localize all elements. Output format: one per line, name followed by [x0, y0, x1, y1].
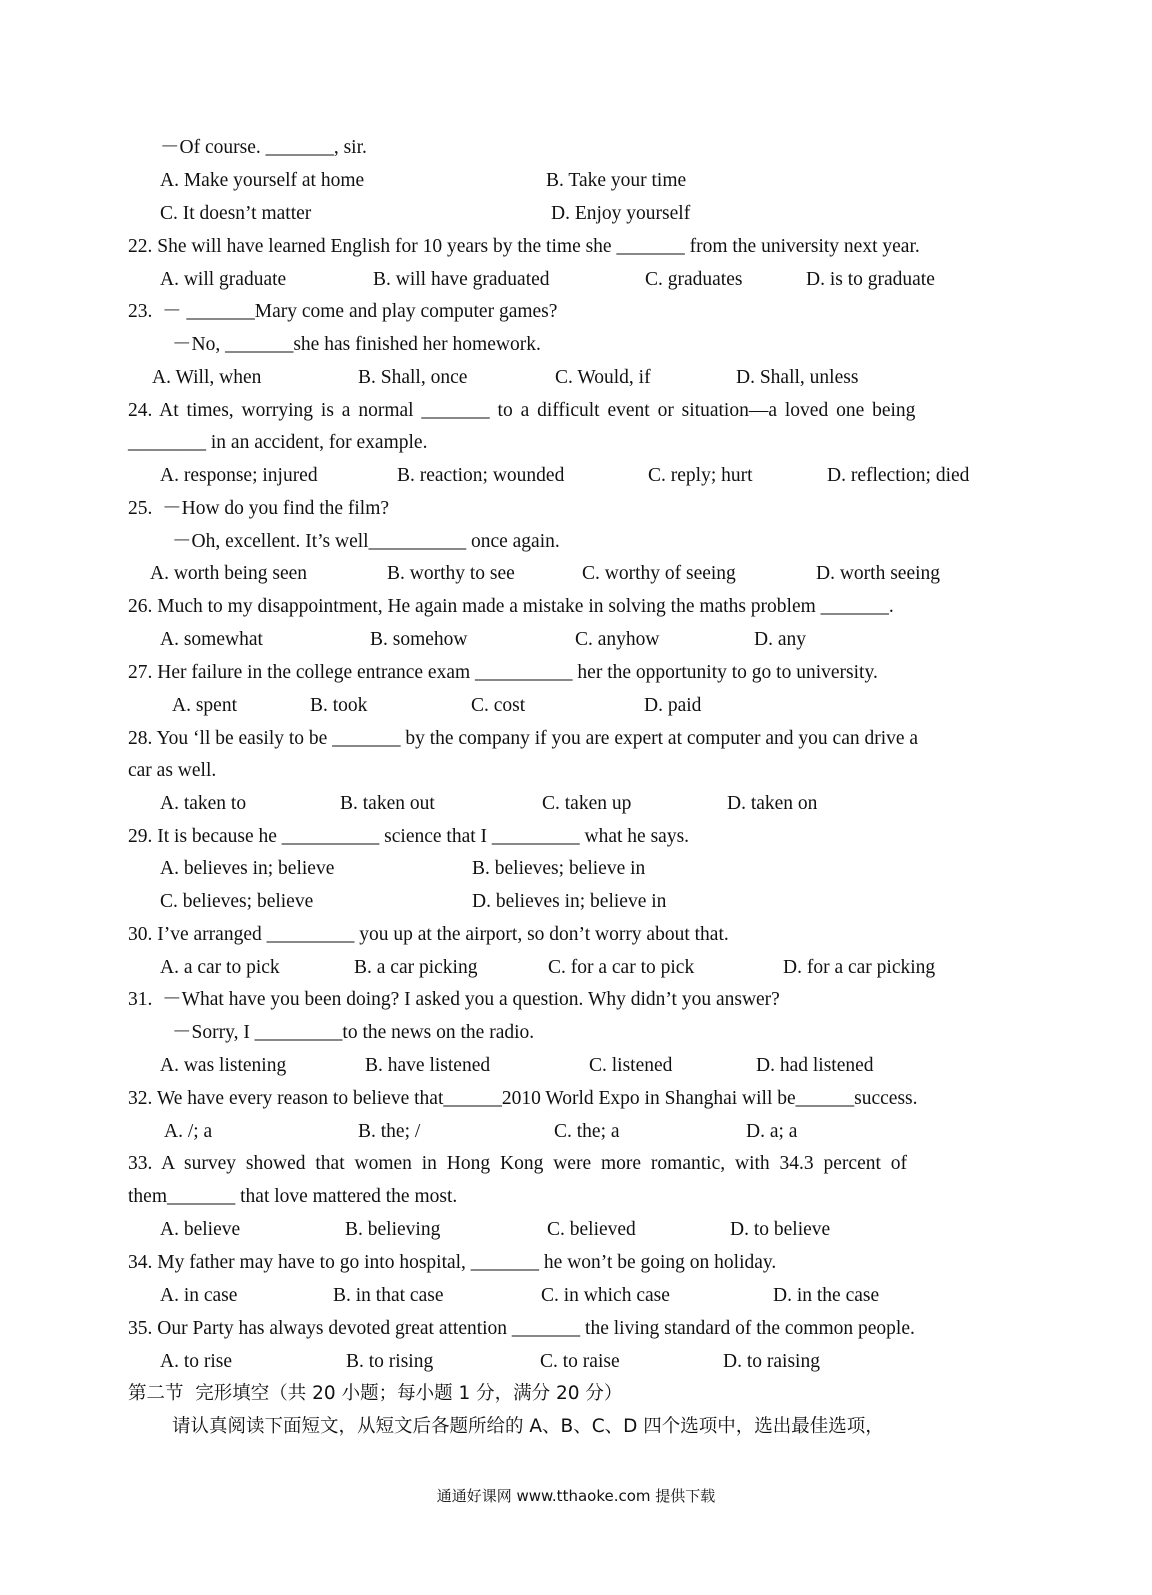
q31-option-b: B. have listened	[365, 1055, 491, 1076]
q29-option-a: A. believes in; believe	[160, 858, 335, 879]
q34-option-a: A. in case	[160, 1285, 238, 1306]
q29-stem: 29. It is because he __________ science that I _________ what he says.	[128, 826, 690, 847]
q29-option-b: B. believes; believe in	[472, 858, 646, 879]
q22-option-b: B. will have graduated	[373, 269, 550, 290]
section-heading: 第二节 完形填空（共 20 小题；每小题 1 分，满分 20 分）	[128, 1383, 623, 1404]
q33-stem: 33. A survey showed that women in Hong Kong were more romantic, with 34.3 percent of	[128, 1153, 908, 1174]
q22-stem: 22. She will have learned English for 10 years by the time she _______ from the university next year.	[128, 236, 920, 257]
q25-option-d: D. worth seeing	[816, 563, 941, 584]
q23-option-a: A. Will, when	[152, 367, 262, 388]
q24-option-a: A. response; injured	[160, 465, 318, 486]
q21-option-d: D. Enjoy yourself	[551, 203, 691, 224]
q22-option-a: A. will graduate	[160, 269, 287, 290]
q27-option-b: B. took	[310, 695, 368, 716]
q35-option-a: A. to rise	[160, 1351, 233, 1372]
q34-option-c: C. in which case	[541, 1285, 670, 1306]
q26-option-d: D. any	[754, 629, 806, 650]
q23-option-d: D. Shall, unless	[736, 367, 859, 388]
q26-option-b: B. somehow	[370, 629, 468, 650]
q31-response: －Sorry, I _________to the news on the radio.	[172, 1022, 535, 1043]
q27-option-a: A. spent	[172, 695, 237, 716]
q31-option-d: D. had listened	[756, 1055, 874, 1076]
q29-option-d: D. believes in; believe in	[472, 891, 667, 912]
q25-option-c: C. worthy of seeing	[582, 563, 736, 584]
q23-stem: 23. － _______Mary come and play computer games?	[128, 301, 558, 322]
q27-option-c: C. cost	[471, 695, 526, 716]
q29-option-c: C. believes; believe	[160, 891, 314, 912]
q25-option-b: B. worthy to see	[387, 563, 515, 584]
q21-option-a: A. Make yourself at home	[160, 170, 365, 191]
q35-option-c: C. to raise	[540, 1351, 620, 1372]
q28-stem-cont: car as well.	[128, 760, 217, 781]
section-instructions: 请认真阅读下面短文，从短文后各题所给的 A、B、C、D 四个选项中，选出最佳选项，	[172, 1416, 884, 1437]
q28-option-b: B. taken out	[340, 793, 435, 814]
q30-option-a: A. a car to pick	[160, 957, 280, 978]
q33-option-b: B. believing	[345, 1219, 441, 1240]
q30-stem: 30. I’ve arranged _________ you up at the airport, so don’t worry about that.	[128, 924, 729, 945]
q32-stem: 32. We have every reason to believe that______2010 World Expo in Shanghai will be______success.	[128, 1088, 918, 1109]
q25-response: －Oh, excellent. It’s well__________ once again.	[172, 531, 560, 552]
q33-stem-cont: them_______ that love mattered the most.	[128, 1186, 458, 1207]
q30-option-c: C. for a car to pick	[548, 957, 695, 978]
q35-option-d: D. to raising	[723, 1351, 820, 1372]
q32-option-d: D. a; a	[746, 1121, 798, 1142]
q30-option-d: D. for a car picking	[783, 957, 936, 978]
q35-stem: 35. Our Party has always devoted great attention _______ the living standard of the common people.	[128, 1318, 915, 1339]
q33-option-a: A. believe	[160, 1219, 241, 1240]
q27-option-d: D. paid	[644, 695, 702, 716]
q33-option-d: D. to believe	[730, 1219, 831, 1240]
q24-stem: 24. At times, worrying is a normal _______ to a difficult event or situation—a loved one being	[128, 400, 916, 421]
q32-option-a: A. /; a	[164, 1121, 213, 1142]
q26-option-c: C. anyhow	[575, 629, 660, 650]
q28-stem: 28. You ‘ll be easily to be _______ by the company if you are expert at computer and you can drive a	[128, 728, 919, 749]
q35-option-b: B. to rising	[346, 1351, 434, 1372]
q30-option-b: B. a car picking	[354, 957, 478, 978]
q21-answer-line: －Of course. _______, sir.	[160, 137, 367, 158]
q31-stem: 31. －What have you been doing? I asked you a question. Why didn’t you answer?	[128, 989, 780, 1010]
page-footer: 通通好课网 www.tthaoke.com 提供下载	[436, 1487, 716, 1505]
q22-option-c: C. graduates	[645, 269, 743, 290]
q24-option-c: C. reply; hurt	[648, 465, 753, 486]
q22-option-d: D. is to graduate	[806, 269, 935, 290]
q34-option-d: D. in the case	[773, 1285, 880, 1306]
q24-option-b: B. reaction; wounded	[397, 465, 565, 486]
q25-option-a: A. worth being seen	[150, 563, 308, 584]
q28-option-c: C. taken up	[542, 793, 632, 814]
q27-stem: 27. Her failure in the college entrance exam __________ her the opportunity to go to university.	[128, 662, 878, 683]
q33-option-c: C. believed	[547, 1219, 636, 1240]
q28-option-d: D. taken on	[727, 793, 818, 814]
q31-option-c: C. listened	[589, 1055, 673, 1076]
q32-option-b: B. the; /	[358, 1121, 421, 1142]
q31-option-a: A. was listening	[160, 1055, 287, 1076]
q28-option-a: A. taken to	[160, 793, 247, 814]
q34-option-b: B. in that case	[333, 1285, 444, 1306]
q21-option-b: B. Take your time	[546, 170, 687, 191]
q24-option-d: D. reflection; died	[827, 465, 970, 486]
q23-option-b: B. Shall, once	[358, 367, 468, 388]
q26-stem: 26. Much to my disappointment, He again made a mistake in solving the maths problem _______.	[128, 596, 894, 617]
q23-option-c: C. Would, if	[555, 367, 651, 388]
q26-option-a: A. somewhat	[160, 629, 263, 650]
q34-stem: 34. My father may have to go into hospital, _______ he won’t be going on holiday.	[128, 1252, 777, 1273]
q21-option-c: C. It doesn’t matter	[160, 203, 312, 224]
q25-stem: 25. －How do you find the film?	[128, 498, 390, 519]
q32-option-c: C. the; a	[554, 1121, 620, 1142]
q24-stem-cont: ________ in an accident, for example.	[128, 432, 428, 453]
q23-response: －No, _______she has finished her homework.	[172, 334, 541, 355]
